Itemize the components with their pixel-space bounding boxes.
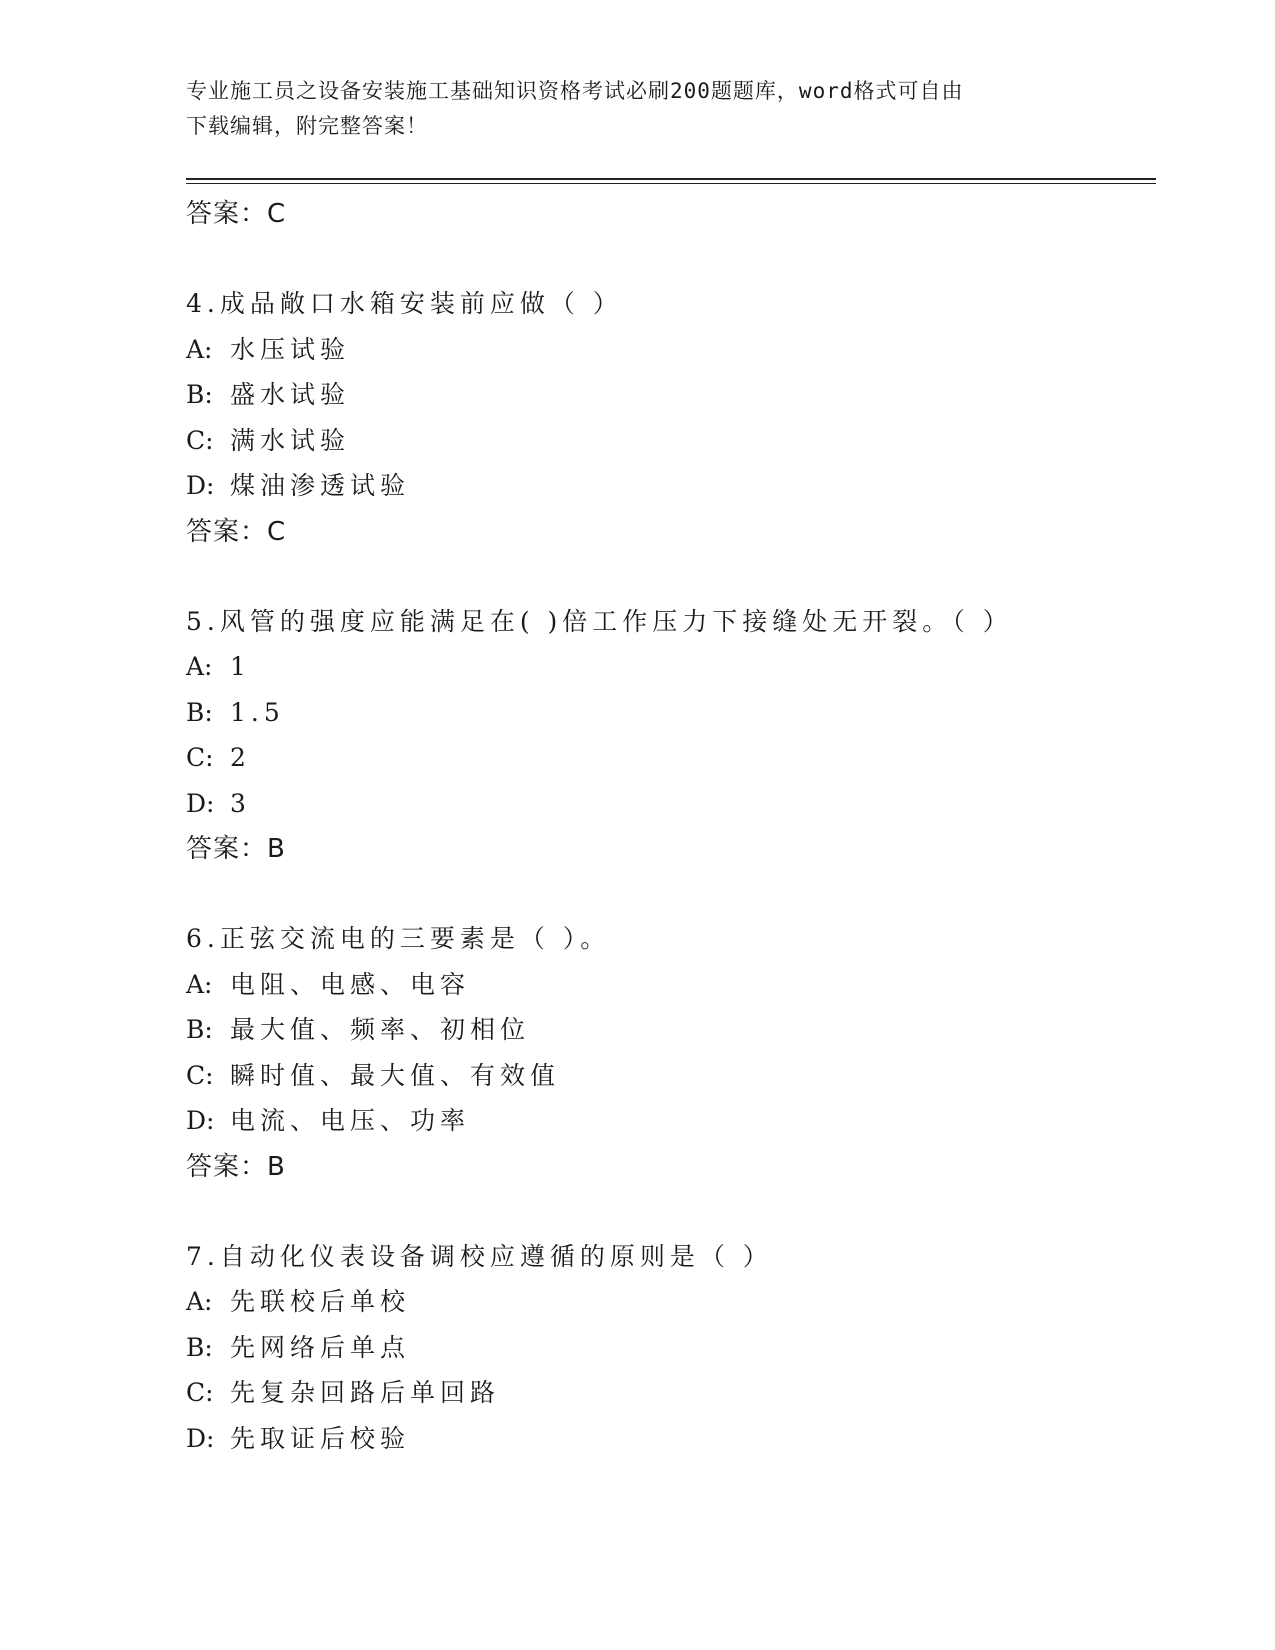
option-text: 2 [230, 743, 251, 772]
option-text: 煤油渗透试验 [230, 471, 411, 500]
header-line-2: 下载编辑，附完整答案！ [186, 114, 428, 138]
option-text: 先复杂回路后单回路 [230, 1378, 501, 1407]
option-key: D: [186, 1106, 215, 1135]
option-c [186, 418, 1156, 464]
document-header [186, 74, 1066, 144]
option-text: 瞬时值、最大值、有效值 [230, 1060, 561, 1090]
option-b [186, 372, 1156, 418]
question-4 [186, 281, 1156, 555]
option-key: B: [186, 697, 213, 727]
option-text: 满水试验 [230, 425, 351, 455]
option-c [186, 735, 1156, 781]
option-text: 电流、电压、功率 [230, 1106, 471, 1135]
option-d [186, 781, 1156, 827]
option-text: 先取证后校验 [230, 1423, 411, 1453]
option-d [186, 463, 1156, 509]
question-stem: 4.成品敞口水箱安装前应做（ ） [186, 289, 623, 318]
option-key: C: [186, 743, 214, 772]
question-content [186, 191, 1156, 1461]
option-a [186, 644, 1156, 690]
answer-line: 答案：C [186, 516, 287, 547]
question-7 [186, 1234, 1156, 1462]
option-key: D: [186, 788, 215, 818]
question-stem: 7.自动化仪表设备调校应遵循的原则是（ ） [186, 1241, 773, 1271]
header-line-1: 专业施工员之设备安装施工基础知识资格考试必刷200题题库，word格式可自由 [186, 79, 964, 103]
option-d [186, 1098, 1156, 1144]
option-key: C: [186, 425, 214, 455]
option-text: 1 [230, 652, 251, 681]
option-d [186, 1416, 1156, 1462]
option-key: C: [186, 1060, 214, 1090]
option-c [186, 1053, 1156, 1099]
answer-line: 答案：B [186, 1151, 286, 1182]
option-key: B: [186, 1015, 213, 1044]
answer-line: 答案：B [186, 834, 286, 864]
option-text: 水压试验 [230, 334, 351, 364]
option-b [186, 690, 1156, 736]
option-key: B: [186, 1332, 213, 1362]
header-divider-thick [186, 178, 1156, 180]
option-a [186, 962, 1156, 1008]
option-key: A: [186, 334, 213, 364]
question-5 [186, 599, 1156, 873]
option-b [186, 1325, 1156, 1371]
option-a [186, 327, 1156, 373]
question-stem: 6.正弦交流电的三要素是（ ）。 [186, 924, 611, 953]
option-key: C: [186, 1378, 214, 1407]
option-text: 先网络后单点 [230, 1332, 411, 1362]
option-key: A: [186, 1287, 213, 1316]
option-text: 最大值、频率、初相位 [230, 1015, 531, 1044]
option-text: 1.5 [230, 697, 285, 727]
option-c [186, 1370, 1156, 1416]
option-a [186, 1279, 1156, 1325]
option-text: 3 [230, 788, 251, 818]
option-text: 电阻、电感、电容 [230, 969, 471, 999]
question-6 [186, 916, 1156, 1190]
option-text: 先联校后单校 [230, 1287, 411, 1316]
header-divider-thin [186, 183, 1156, 184]
option-text: 盛水试验 [230, 380, 351, 409]
option-key: D: [186, 1423, 215, 1453]
option-key: D: [186, 471, 215, 500]
option-b [186, 1007, 1156, 1053]
previous-answer: 答案：C [186, 199, 287, 229]
question-stem: 5.风管的强度应能满足在( )倍工作压力下接缝处无开裂。（ ） [186, 606, 1013, 636]
option-key: A: [186, 652, 213, 681]
option-key: A: [186, 969, 213, 999]
option-key: B: [186, 380, 213, 409]
